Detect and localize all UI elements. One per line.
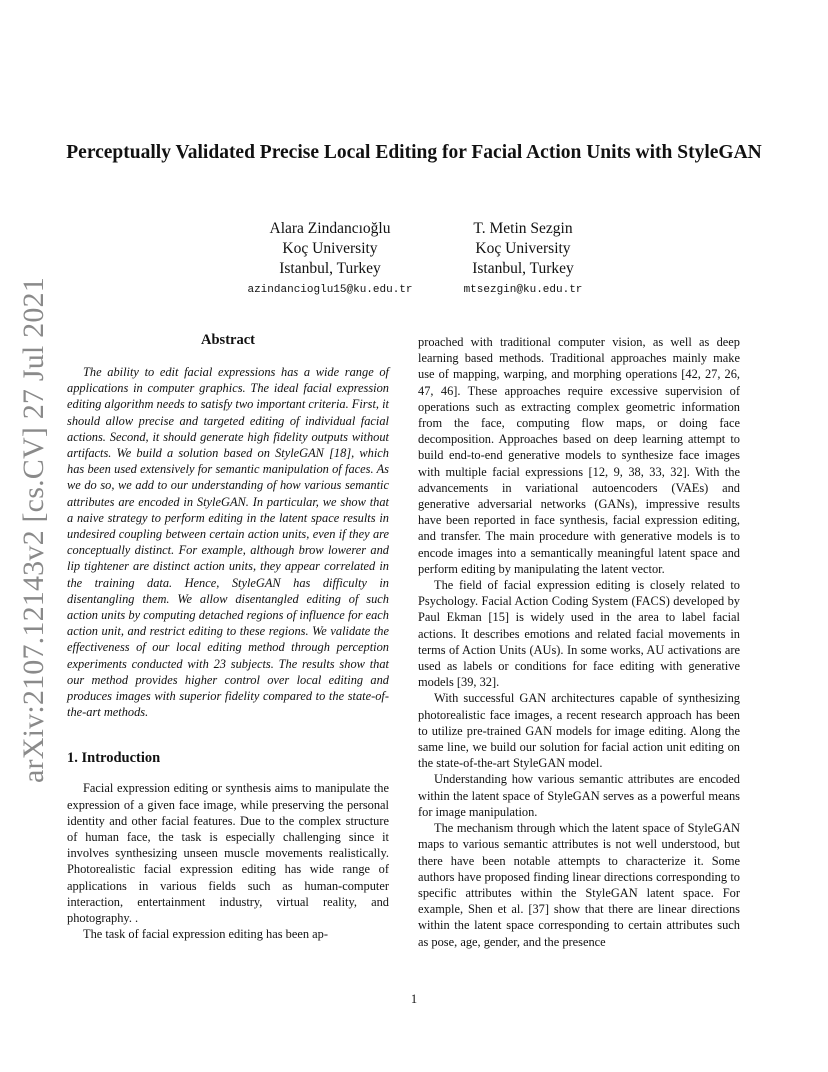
body-paragraph: Understanding how various semantic attributes are encoded within the latent space of StyleGAN serves as a powerful means for image manipulation. (418, 772, 740, 819)
paper-title: Perceptually Validated Precise Local Editing for Facial Action Units with StyleGAN (66, 142, 762, 163)
author-affiliation: Koç University (282, 240, 378, 257)
body-paragraph: The field of facial expression editing is closely related to Psychology. Facial Action Coding System (FACS) developed by Paul Ekman [15] is widely used in the area to label facial actions. It describes emotions and related facial movements in terms of Action Units (AUs). In some works, AU activations are used as labels or conditions for face editing with generative models [39, 32]. (418, 578, 740, 690)
introduction-heading: 1. Introduction (67, 750, 161, 767)
abstract-heading: Abstract (201, 332, 255, 348)
author-location: Istanbul, Turkey (472, 260, 574, 277)
introduction-paragraph: Facial expression editing or synthesis aims to manipulate the expression of a given face image, while preserving the personal identity and other facial features. Due to the complex structure of human face, the task is especially challenging since it involves synthesizing unseen muscle movements realistically. Photorealistic facial expression editing has wide range of applications in various fields such as human-computer interaction, entertainment industry, virtual reality, and photography. . (67, 781, 389, 926)
arxiv-identifier-text: arXiv:2107.12143v2 [cs.CV] 27 Jul 2021 (17, 277, 50, 783)
author-block-2 (388, 219, 658, 298)
body-paragraph: proached with traditional computer vision, as well as deep learning based methods. Traditional approaches mainly make use of mapping, warping, and morphing operations [42, 27, 26, 47, 46]. These approaches require excessive supervision of operations such as extracting complex geometric information from the face, computing flow maps, or doing face decomposition. Approaches based on deep learning attempt to build end-to-end generative models to synthesize face images with multiple facial expressions [12, 9, 38, 33, 32]. With the advancements in variational autoencoders (VAEs) and generative adversarial networks (GANs), impressive results have been reported in face synthesis, facial expression editing, and transfer. The main procedure with generative models is to encode images into a semantically meaningful latent space and perform editing by manipulating the latent vector. (418, 335, 740, 576)
author-email[interactable]: mtsezgin@ku.edu.tr (463, 284, 583, 296)
introduction-paragraph: The task of facial expression editing has been ap- (83, 927, 328, 942)
author-name: Alara Zindancıoğlu (269, 220, 391, 237)
body-paragraph: With successful GAN architectures capable of synthesizing photorealistic face images, a recent research approach has been to utilize pre-trained GAN models for image editing. Along the same line, we build our solution for facial action unit editing on the state-of-the-art StyleGAN model. (418, 691, 740, 771)
author-location: Istanbul, Turkey (279, 260, 381, 277)
body-paragraph: The mechanism through which the latent space of StyleGAN maps to various semantic attributes is not well understood, but there have been notable attempts to characterize it. Some authors have proposed finding linear directions corresponding to specific attributes within the StyleGAN latent space. For example, Shen et al. [37] show that there are linear directions within the latent space corresponding to certain attributes such as pose, age, gender, and the presence (418, 821, 740, 949)
page-number: 1 (410, 992, 418, 1006)
author-email[interactable]: azindancioglu15@ku.edu.tr (247, 284, 413, 296)
author-name: T. Metin Sezgin (473, 220, 573, 237)
author-affiliation: Koç University (475, 240, 571, 257)
left-column (67, 330, 389, 943)
abstract-text: The ability to edit facial expressions has a wide range of applications in computer graphics. The ideal facial expression editing algorithm needs to satisfy two important criteria. First, it should allow precise and targeted editing of individual facial actions. Second, it should generate high fidelity outputs without artifacts. We build a solution based on StyleGAN [18], which has been used extensively for semantic manipulation of faces. As we do so, we add to our understanding of how various semantic attributes are encoded in StyleGAN. In particular, we show that a naive strategy to perform editing in the latent space results in undesired coupling between certain action units, even if they are conceptually distinct. For example, although brow lowerer and lip tightener are distinct action units, they appear correlated in the training data. Hence, StyleGAN has difficulty in disentangling them. We allow disentangled editing of such action units by computing detached regions of influence for each action unit, and restrict editing to these regions. We validate the effectiveness of our local editing method through perception experiments conducted with 23 subjects. The results show that our method provides higher control over local editing and produces images with superior fidelity compared to the state-of-the-art methods. (67, 365, 389, 720)
right-column (418, 334, 740, 950)
